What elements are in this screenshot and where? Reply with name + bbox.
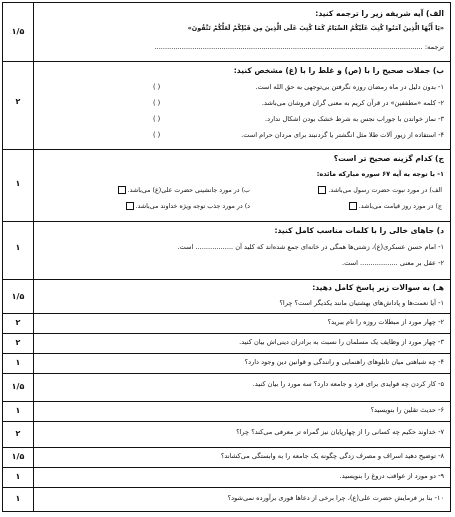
translation-line: ترجمه: ................................................................................................................................ <box>154 43 444 51</box>
section-a <box>3 3 450 62</box>
mc-option-a-label: الف) در مورد نبوت حضرت رسول می‌باشد. <box>328 187 442 194</box>
fill-item-2: ۲- عقل بر معنی .................. است. <box>342 259 444 267</box>
exam-sheet <box>2 2 451 512</box>
section-a-title: الف) آیه شریفه زیر را ترجمه کنید: <box>315 9 444 18</box>
checkbox-icon[interactable] <box>318 186 326 194</box>
mc-option-a[interactable] <box>316 186 442 194</box>
question-score: ۲ <box>15 318 21 327</box>
question-text: ۱۰- بنا بر فرمایش حضرت علی(ع)، چرا برخی از دعاها فوری برآورده نمی‌شود؟ <box>227 494 444 502</box>
question-text: ۴- چه شباهتی میان تابلوهای راهنمایی و رانندگی و قوانین دین وجود دارد؟ <box>244 358 444 366</box>
question-score: ۲ <box>15 338 21 347</box>
fill-item-1: ۱- امام حسن عسکری(ع)، زشتی‌ها همگی در خانه‌ای جمع شده‌اند که کلید آن .................. است. <box>177 243 444 251</box>
tf-answer-3[interactable]: ( ) <box>153 115 161 123</box>
question-text: ۵- کار کردن چه فوایدی برای فرد و جامعه دارد؟ سه مورد را بیان کنید. <box>252 380 444 388</box>
section-c <box>3 149 450 222</box>
tf-answer-4[interactable]: ( ) <box>153 131 161 139</box>
question-row-7 <box>3 421 450 448</box>
question-score: ۱ <box>15 358 21 367</box>
section-a-score: ۱/۵ <box>11 27 25 36</box>
mc-option-d-label: د) در مورد جذب توجه ویژه خداوند می‌باشد. <box>135 203 250 210</box>
verse-text: «يَا أَيُّهَا الَّذِينَ آمَنُوا كُتِبَ عَلَيْكُمُ الصِّيَامُ كَمَا كُتِبَ عَلَى الَّذِينَ مِن قَبْلِكُمْ لَعَلَّكُمْ تَتَّقُونَ» <box>187 24 444 32</box>
tf-answer-2[interactable]: ( ) <box>153 99 161 107</box>
section-d <box>3 221 450 280</box>
question-score: ۱/۵ <box>11 452 25 461</box>
mc-option-b[interactable] <box>116 186 250 194</box>
question-score: ۱ <box>15 494 21 503</box>
tf-item-4: ۴- استفاده از زیور آلات طلا مثل انگشتر یا گردنبند برای مردان حرام است. <box>241 131 444 139</box>
question-row-4 <box>3 353 450 374</box>
mc-option-c-label: ج) در مورد روز قیامت می‌باشد. <box>358 203 442 210</box>
question-row-6 <box>3 401 450 422</box>
question-row-3 <box>3 333 450 354</box>
question-text: ۶- حدیث تقلین را بنویسید؟ <box>370 406 444 414</box>
question-row-1 <box>3 279 450 314</box>
section-b <box>3 61 450 150</box>
checkbox-icon[interactable] <box>118 186 126 194</box>
question-text: ۱- آیا نعمت‌ها و پاداش‌های بهشتیان مانند یکدیگر است؟ چرا؟ <box>279 299 444 307</box>
question-row-9 <box>3 467 450 488</box>
mc-option-c[interactable] <box>347 202 442 210</box>
section-b-score: ۲ <box>15 97 21 106</box>
section-b-title: ب) جملات صحیح را با (ص) و غلط را با (غ) مشخص کنید: <box>233 66 444 75</box>
question-text: ۷- خداوند حکیم چه کسانی را از چهارپایان نیز گمراه تر معرفی می‌کند؟ چرا؟ <box>236 428 444 436</box>
question-text: ۸- توضیح دهید اسراف و مصرف زدگی چگونه یک جامعه را به وابستگی می‌کشاند؟ <box>220 452 444 460</box>
section-c-title: ج) کدام گزینه صحیح تر است؟ <box>333 154 444 163</box>
mc-option-b-label: ب) در مورد جانشینی حضرت علی(ع) می‌باشد. <box>127 187 250 194</box>
question-row-2 <box>3 313 450 334</box>
section-d-score: ۱ <box>15 243 21 252</box>
question-row-10 <box>3 487 450 511</box>
checkbox-icon[interactable] <box>126 202 134 210</box>
question-score: ۱ <box>15 406 21 415</box>
question-text: ۲- چهار مورد از مبطلات روزه را نام ببرید؟ <box>327 318 444 326</box>
question-score: ۱ <box>15 472 21 481</box>
section-c-score: ۱ <box>15 179 21 188</box>
question-text: ۹- دو مورد از عواقب دروغ را بنویسید. <box>339 472 444 480</box>
question-score: ۱/۵ <box>11 292 25 301</box>
question-row-8 <box>3 447 450 468</box>
mc-option-d[interactable] <box>124 202 250 210</box>
question-score: ۱/۵ <box>11 382 25 391</box>
section-d-title: د) جاهای خالی را با کلمات مناسب کامل کنید: <box>274 226 444 235</box>
question-text: ۳- چهار مورد از وظایف یک مسلمان را نسبت به برادران دینی‌اش بیان کنید. <box>239 338 444 346</box>
tf-item-2: ۲- کلمه «مطففین» در قرآن کریم به معنی گران فروشان می‌باشد. <box>261 99 444 107</box>
question-row-5 <box>3 373 450 402</box>
mc-question: ۱- با توجه به آیه ۶۷ سوره مبارکه مائده: <box>316 170 444 178</box>
tf-item-1: ۱- بدون دلیل در ماه رمضان روزه نگرفتن بی‌توجهی به حق الله است. <box>255 83 444 91</box>
tf-answer-1[interactable]: ( ) <box>153 83 161 91</box>
checkbox-icon[interactable] <box>349 202 357 210</box>
section-e-title: هـ) به سوالات زیر پاسخ کامل دهید: <box>312 283 444 292</box>
question-score: ۲ <box>15 429 21 438</box>
tf-item-3: ۳- نماز خواندن با جوراب نجس به شرط خشک بودن اشکال ندارد. <box>265 115 444 123</box>
